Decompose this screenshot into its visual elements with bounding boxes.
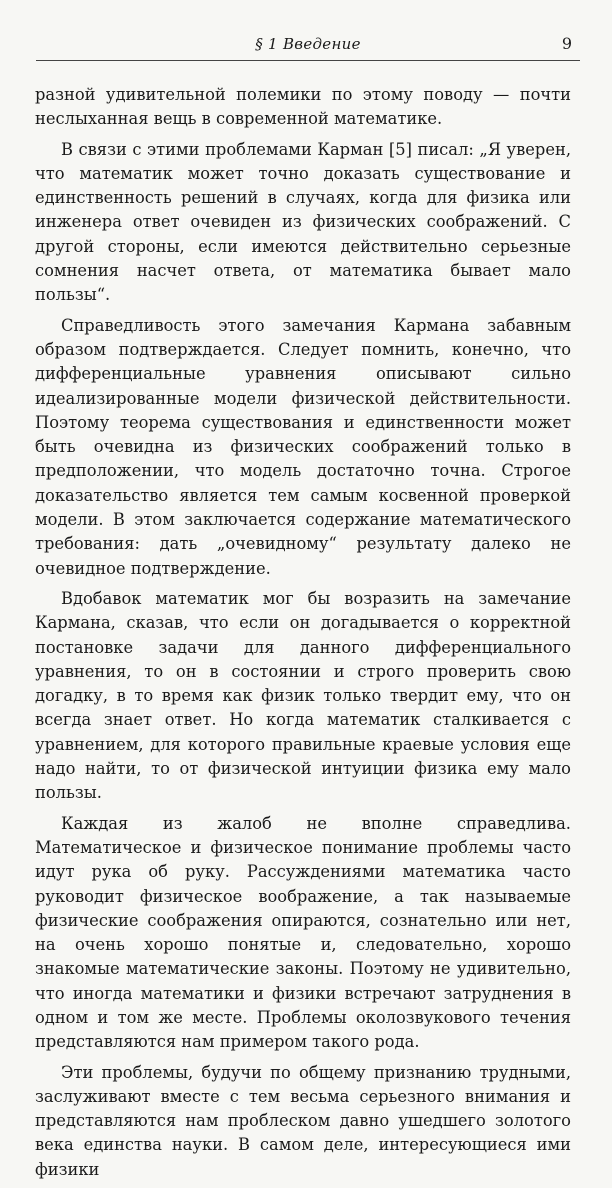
paragraph: Эти проблемы, будучи по общему признанию трудными, заслуживают вместе с тем весьма серьезного внимания и представляются нам проблеском давно ушедшего золотого века единства науки. В самом деле, интересующиеся ими физики <box>35 1062 571 1179</box>
paragraph: разной удивительной полемики по этому поводу — почти неслыханная вещь в современной математике. <box>35 85 571 129</box>
section-title: § 1 Введение <box>255 35 361 53</box>
paragraph: В связи с этими проблемами Карман [5] писал: „Я уверен, что математик может точно доказать существование и единственность решений в случаях, когда для физика или инженера ответ очевиден из физических соображений. С другой стороны, если имеются действительно серьезные сомнения насчет ответа, от математика бывает мало пользы“. <box>35 139 571 305</box>
paragraph: Справедливость этого замечания Кармана забавным образом подтверждается. Следует помнить, конечно, что дифференциальные уравнения описывают сильно идеализированные модели физической действительности. Поэтому теорема существования и единственности может быть очевидна из физических соображений только в предположении, что модель достаточно точна. Строгое доказательство является тем самым косвенной проверкой модели. В этом заключается содержание математического требования: дать „очевидному“ результату далеко не очевидное подтверждение. <box>35 315 571 578</box>
body-text <box>35 83 571 1188</box>
paragraph: Каждая из жалоб не вполне справедлива. Математическое и физическое понимание проблемы часто идут рука об руку. Рассуждениями математика часто руководит физическое воображение, а так называемые физические соображения опираются, сознательно или нет, на очень хорошо понятые и, следовательно, хорошо знакомые математические законы. Поэтому не удивительно, что иногда математики и физики встречают затруднения в одном и том же месте. Проблемы околозвукового течения представляются нам примером такого рода. <box>35 813 571 1052</box>
page-number: 9 <box>561 34 572 53</box>
running-header <box>36 30 580 61</box>
paragraph: Вдобавок математик мог бы возразить на замечание Кармана, сказав, что если он догадывается о корректной постановке задачи для данного дифференциального уравнения, то он в состоянии и строго проверить свою догадку, в то время как физик только твердит ему, что он всегда знает ответ. Но когда математик сталкивается с уравнением, для которого правильные краевые условия еще надо найти, то от физической интуиции физика ему мало пользы. <box>35 588 571 803</box>
